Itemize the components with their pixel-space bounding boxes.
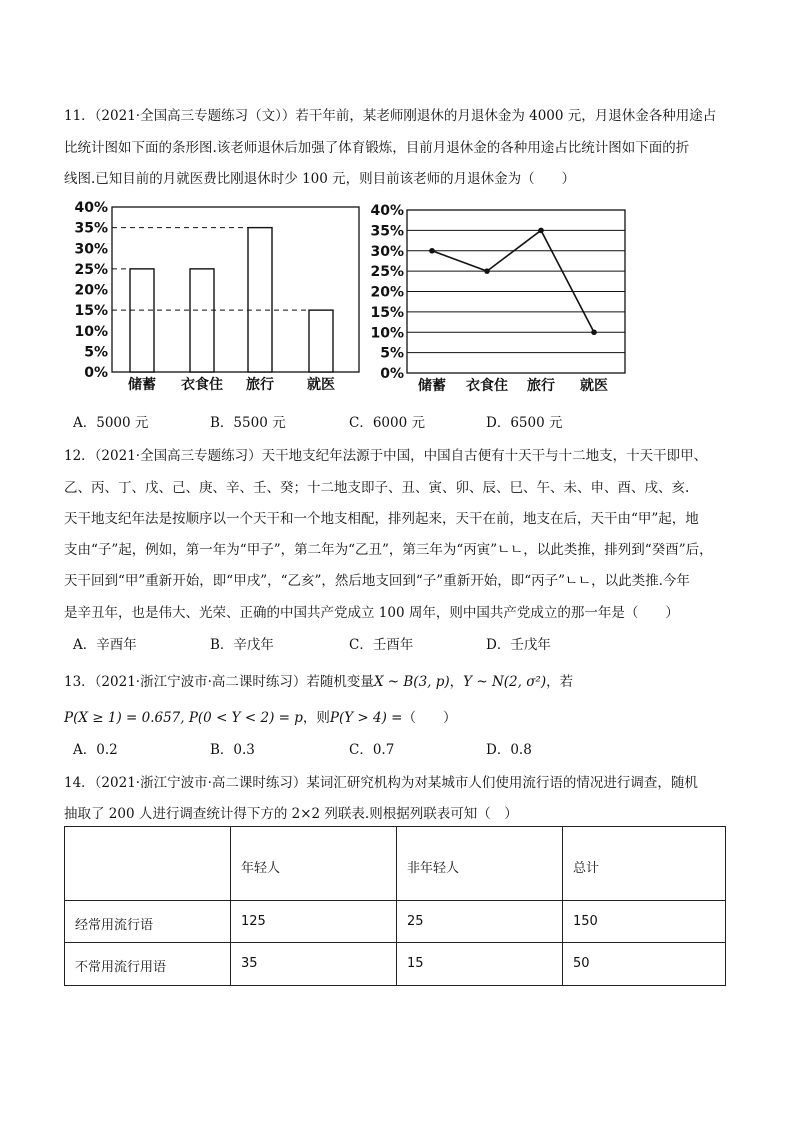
table-cell: 125 bbox=[231, 901, 397, 943]
q12-option-c[interactable]: C．壬酉年 bbox=[349, 637, 414, 653]
line-chart bbox=[370, 200, 630, 395]
q13-end: （ ） bbox=[402, 710, 457, 726]
bar-ytick-label: 40% bbox=[74, 200, 108, 216]
q12-line-5: 天干回到“甲”重新开始，即“甲戌”，“乙亥”，然后地支回到“子”重新开始，即“丙子”ㄴㄴ，以此类推.今年 bbox=[64, 573, 690, 589]
line-point bbox=[591, 329, 597, 335]
q11-option-d[interactable]: D．6500 元 bbox=[486, 415, 563, 431]
line-ytick-label: 30% bbox=[370, 243, 404, 260]
bar-ytick-label: 15% bbox=[74, 303, 108, 320]
q11-line-2: 比统计图如下面的条形图.该老师退休后加强了体育锻炼，目前月退休金的各种用途占比统计图如下面的折 bbox=[64, 140, 690, 156]
contingency-table bbox=[64, 826, 726, 986]
table-header-cell: 总计 bbox=[563, 827, 726, 901]
q11-option-c[interactable]: C．6000 元 bbox=[349, 415, 425, 431]
q11-line-3: 线图.已知目前的月就医费比刚退休时少 100 元，则目前该老师的月退休金为（ ） bbox=[64, 171, 576, 187]
line-ytick-label: 35% bbox=[370, 223, 404, 240]
q11-option-a[interactable]: A．5000 元 bbox=[73, 415, 149, 431]
q13-tail: ，若 bbox=[546, 674, 574, 690]
q12-option-a[interactable]: A．辛酉年 bbox=[73, 637, 137, 653]
q12-line-6: 是辛丑年，也是伟大、光荣、正确的中国共产党成立 100 周年，则中国共产党成立的那一年是（ ） bbox=[64, 605, 679, 621]
line-point bbox=[484, 268, 490, 274]
table-header-cell: 年轻人 bbox=[231, 827, 397, 901]
line-series bbox=[432, 230, 594, 332]
bar-category-label: 旅行 bbox=[246, 377, 274, 393]
q12-line-3: 天干地支纪年法是按顺序以一个天干和一个地支相配，排列起来，天干在前，地支在后，天干由“甲”起，地 bbox=[64, 511, 699, 527]
bar-ytick-label: 25% bbox=[74, 261, 108, 278]
bar bbox=[130, 269, 154, 372]
line-ytick-label: 20% bbox=[370, 284, 404, 301]
q12-line-2: 乙、丙、丁、戊、己、庚、辛、壬、癸；十二地支即子、丑、寅、卯、辰、巳、午、未、申、酉、戌、亥. bbox=[64, 480, 690, 496]
line-ytick-label: 15% bbox=[370, 304, 404, 321]
line-category-label: 储蓄 bbox=[418, 378, 446, 394]
q13-formula-target: P(Y > 4) = bbox=[329, 710, 403, 726]
bar-chart bbox=[64, 195, 369, 395]
table-cell: 15 bbox=[397, 943, 563, 986]
table-cell: 经常用流行语 bbox=[65, 901, 231, 943]
bar bbox=[248, 228, 272, 372]
line-point bbox=[538, 228, 544, 234]
q13-formula-x: X ~ B(3, p) bbox=[373, 674, 450, 690]
line-category-label: 旅行 bbox=[527, 378, 555, 394]
line-ytick-label: 10% bbox=[370, 325, 404, 342]
line-point bbox=[429, 248, 435, 254]
q13-line-2 bbox=[64, 706, 457, 726]
bar-ytick-label: 0% bbox=[84, 365, 108, 381]
q13-sep: ， bbox=[449, 674, 464, 690]
q14-line-1: 14．（2021·浙江宁波市·高二课时练习）某词汇研究机构为对某城市人们使用流行语的情况进行调查，随机 bbox=[64, 775, 698, 791]
bar-ytick-label: 30% bbox=[74, 241, 108, 258]
q13-lead: 13．（2021·浙江宁波市·高二课时练习）若随机变量 bbox=[64, 674, 374, 690]
bar-ytick-label: 35% bbox=[74, 220, 108, 237]
q13-option-c[interactable]: C．0.7 bbox=[349, 742, 395, 758]
bar-category-label: 储蓄 bbox=[128, 377, 156, 393]
q13-mid: ，则 bbox=[302, 710, 330, 726]
table-cell: 25 bbox=[397, 901, 563, 943]
bar-ytick-label: 10% bbox=[74, 323, 108, 340]
bar-category-label: 就医 bbox=[307, 377, 335, 393]
line-ytick-label: 5% bbox=[380, 345, 404, 362]
line-category-label: 衣食住 bbox=[466, 378, 508, 394]
table-cell: 50 bbox=[563, 943, 726, 986]
line-ytick-label: 40% bbox=[370, 203, 404, 219]
q13-formula-prob: P(X ≥ 1) = 0.657, P(0 < Y < 2) = p bbox=[64, 710, 303, 726]
q13-line-1 bbox=[64, 670, 573, 690]
q13-formula-y: Y ~ N(2, σ²) bbox=[463, 674, 547, 690]
bar-ytick-label: 5% bbox=[84, 344, 108, 361]
table-header-cell: 非年轻人 bbox=[397, 827, 563, 901]
line-ytick-label: 0% bbox=[380, 366, 404, 382]
q11-line-1: 11．（2021·全国高三专题练习（文））若干年前，某老师刚退休的月退休金为 4000 元，月退休金各种用途占 bbox=[64, 108, 717, 124]
table-cell: 35 bbox=[231, 943, 397, 986]
bar bbox=[309, 310, 333, 372]
bar-category-label: 衣食住 bbox=[181, 377, 223, 393]
table-header-row bbox=[65, 827, 726, 901]
q13-option-d[interactable]: D．0.8 bbox=[486, 742, 532, 758]
table-cell: 150 bbox=[563, 901, 726, 943]
bar-ytick-label: 20% bbox=[74, 282, 108, 299]
q13-option-a[interactable]: A．0.2 bbox=[73, 742, 118, 758]
q12-line-1: 12．（2021·全国高三专题练习）天干地支纪年法源于中国，中国自古便有十天干与十二地支，十天干即甲、 bbox=[64, 448, 708, 464]
q12-option-b[interactable]: B．辛戊年 bbox=[210, 637, 274, 653]
q12-option-d[interactable]: D．壬戊年 bbox=[486, 637, 551, 653]
table-row bbox=[65, 901, 726, 943]
line-ytick-label: 25% bbox=[370, 264, 404, 281]
q11-option-b[interactable]: B．5500 元 bbox=[210, 415, 286, 431]
bar bbox=[190, 269, 214, 372]
table-cell: 不常用流行用语 bbox=[65, 943, 231, 986]
table-header-cell bbox=[65, 827, 231, 901]
q13-option-b[interactable]: B．0.3 bbox=[210, 742, 255, 758]
table-row bbox=[65, 943, 726, 986]
line-category-label: 就医 bbox=[580, 378, 608, 394]
q12-line-4: 支由“子”起，例如，第一年为“甲子”，第二年为“乙丑”，第三年为“丙寅”ㄴㄴ，以此类推，排列到“癸酉”后， bbox=[64, 542, 713, 558]
q14-line-2: 抽取了 200 人进行调查统计得下方的 2×2 列联表.则根据列联表可知（ ） bbox=[64, 806, 518, 822]
